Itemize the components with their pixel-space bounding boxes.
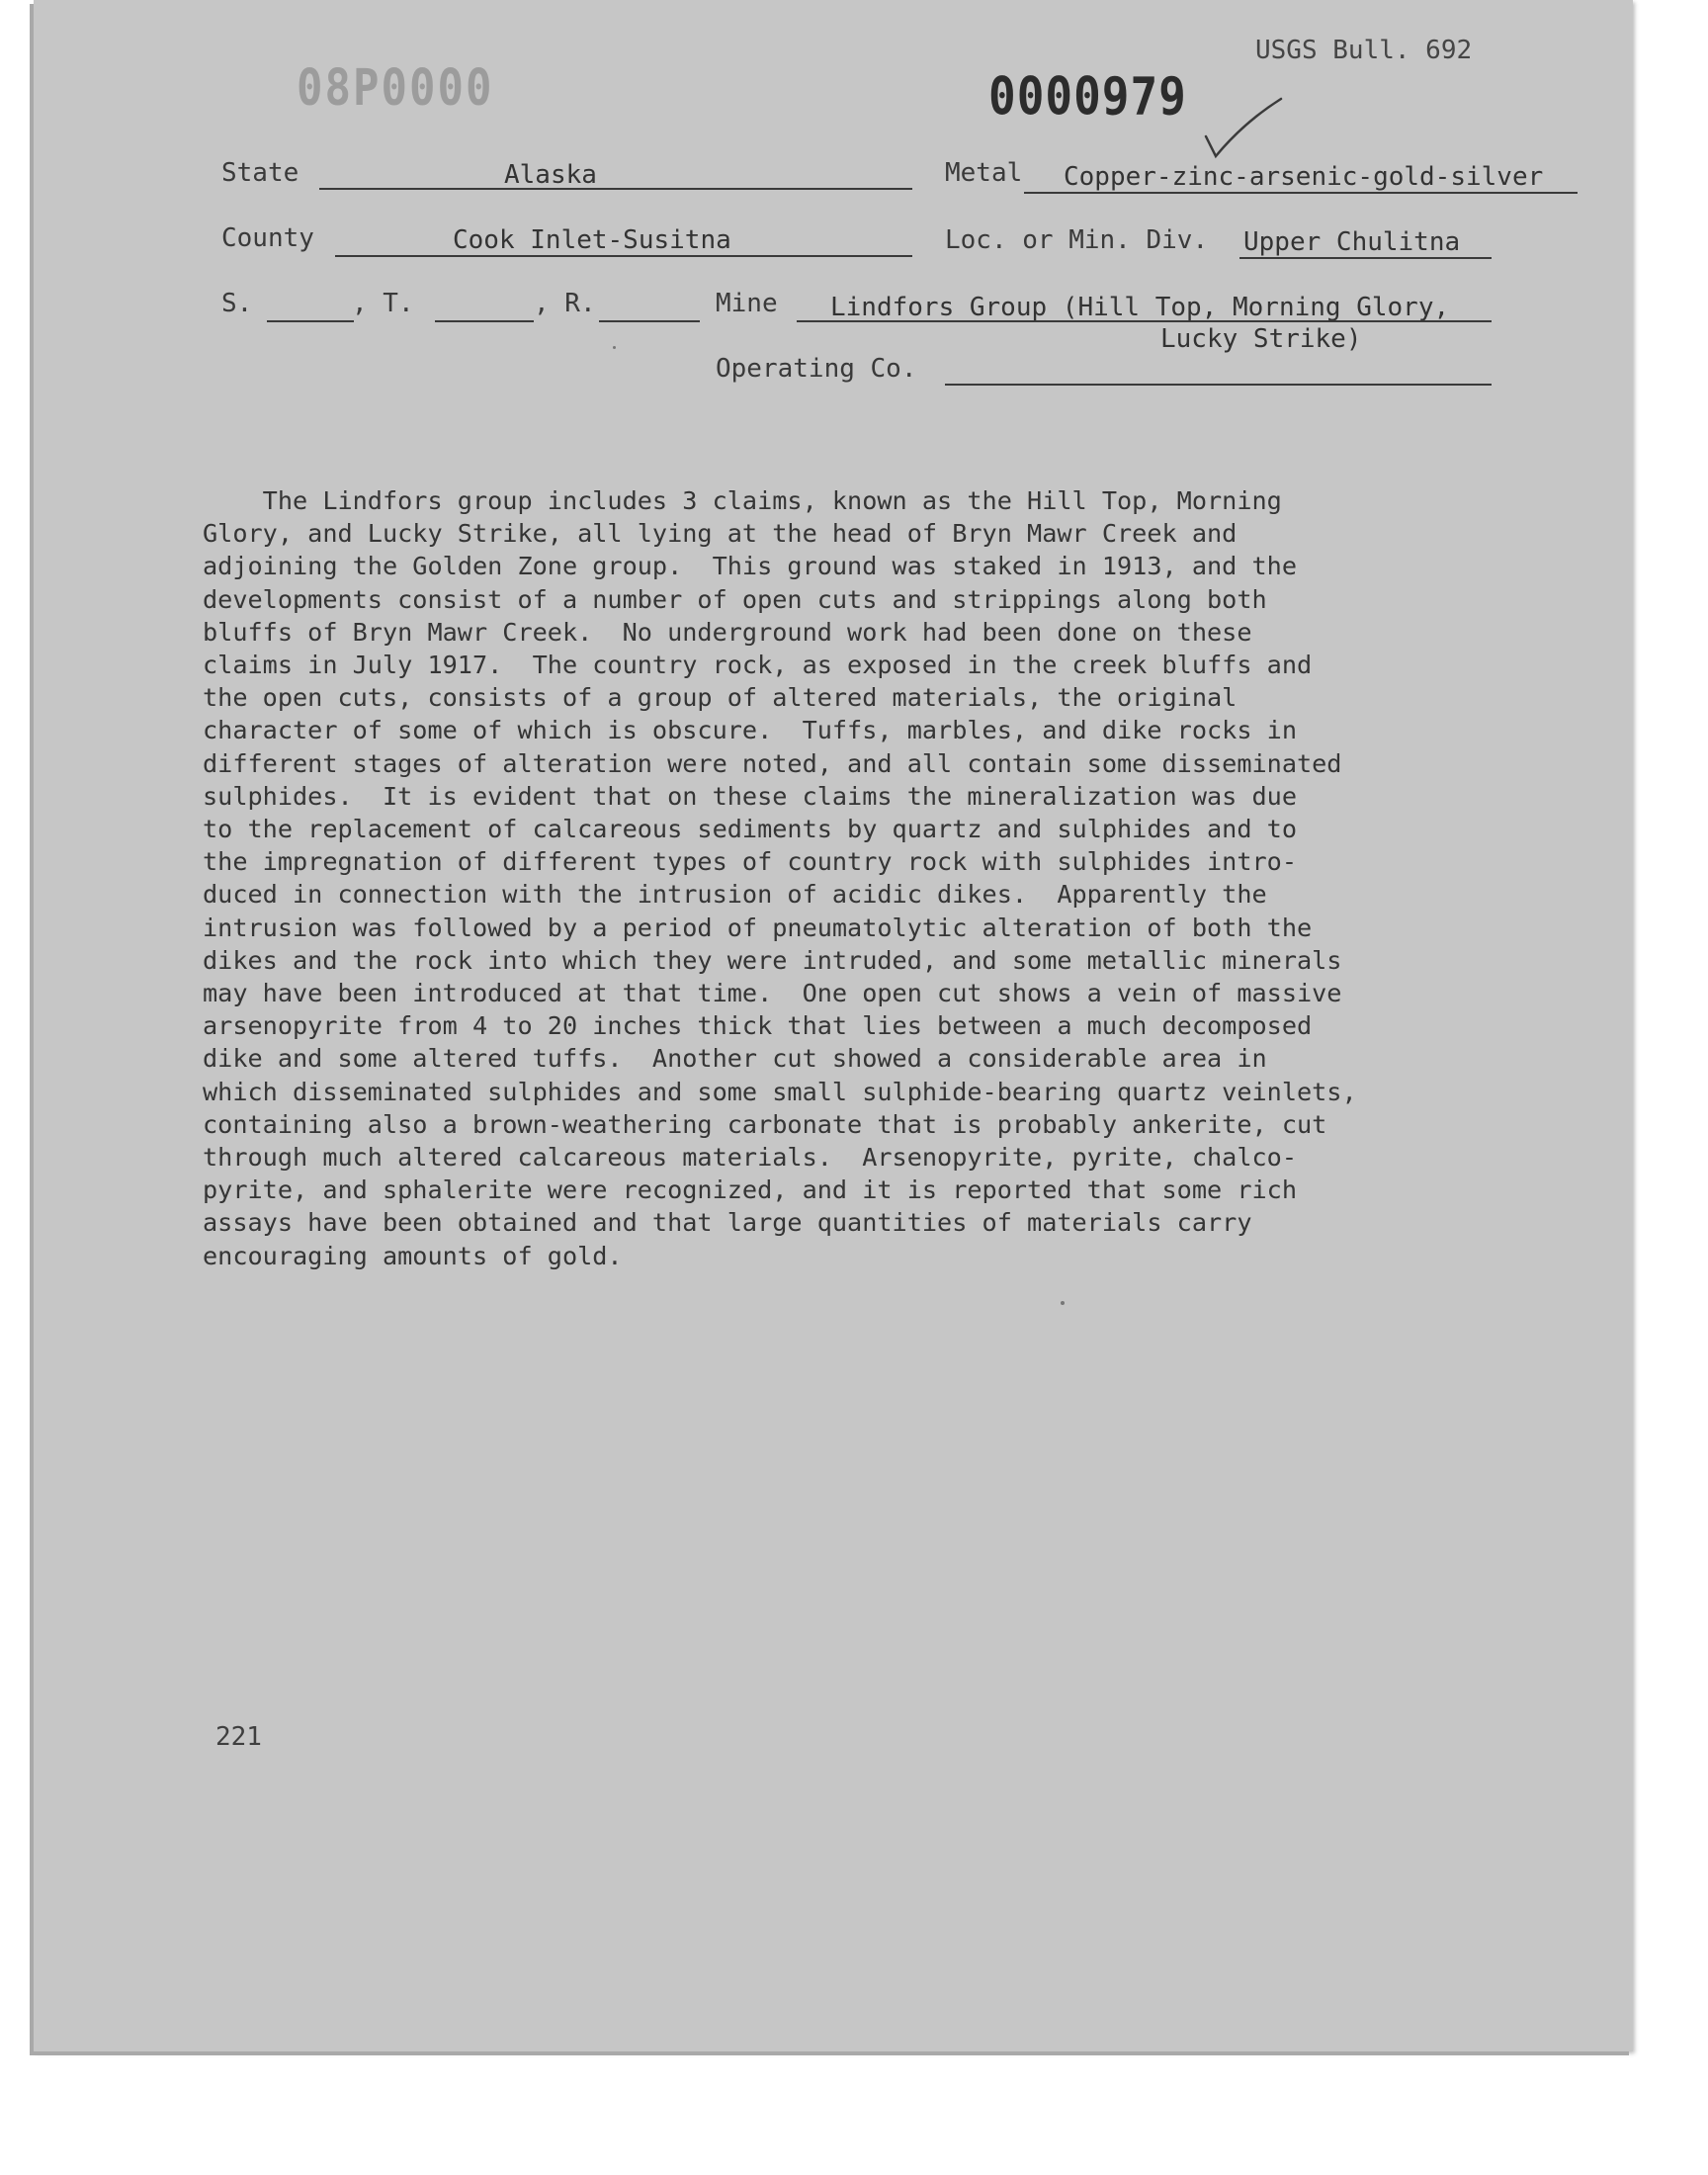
description-paragraph: The Lindfors group includes 3 claims, known as the Hill Top, Morning Glory, and Lucky Strike, all lying at the head of Bryn Mawr Creek and adjoining the Golden Zone group. This ground was staked in 1913, and the developments consist of a number of open cuts and strippings along both bluffs of Bryn Mawr Creek. No underground work had been done on these claims in July 1917. The country rock, as exposed in the creek bluffs and the open cuts, consists of a group of altered materials, the original character of some of which is obscure. Tuffs, marbles, and dike rocks in different stages of alteration were noted, and all contain some disseminated sulphides. It is evident that on these claims the mineralization was due to the replacement of calcareous sediments by quartz and sulphides and to the impregnation of different types of country rock with sulphides intro- duced in connection with the intrusion of acidic dikes. Apparently the intrusion was followed by a period of pneumatolytic alteration of both the dikes and the rock into which they were intruded, and some metallic minerals may have been introduced at that time. One open cut shows a vein of massive arsenopyrite from 4 to 20 inches thick that lies between a much decomposed dike and some altered tuffs. Another cut showed a considerable area in which disseminated sulphides and some small sulphide-bearing quartz veinlets, containing also a brown-weathering carbonate that is probably ankerite, cut through much altered calcareous materials. Arsenopyrite, pyrite, chalco- pyrite, and sphalerite were recognized, and it is reported that some rich assays have been obtained and that large quantities of materials carry encouraging amounts of gold. [203,486,1357,1270]
metal-underline [1024,192,1578,194]
scan-speck [1061,1301,1065,1305]
county-value: Cook Inlet-Susitna [453,225,731,255]
faint-stamp-number: 08P0000 [297,59,494,118]
metal-value: Copper-zinc-arsenic-gold-silver [1064,162,1544,192]
page-number: 221 [215,1722,262,1752]
county-label: County [221,223,314,253]
metal-label: Metal [945,158,1023,188]
section-underline [267,320,354,322]
range-label: , R. [534,289,596,318]
operating-company-underline [945,384,1492,386]
scan-speck [613,346,616,349]
document-stamp-number: 0000979 [988,64,1187,128]
county-underline [335,255,912,257]
operating-company-label: Operating Co. [716,354,917,384]
mine-underline [797,320,1492,322]
range-underline [599,320,700,322]
mine-value-line1: Lindfors Group (Hill Top, Morning Glory, [830,293,1450,322]
state-label: State [221,158,299,188]
section-label: S. [221,289,253,318]
bulletin-reference: USGS Bull. 692 [1255,36,1473,65]
mine-value-line2: Lucky Strike) [1160,324,1362,354]
locdiv-label: Loc. or Min. Div. [945,225,1209,255]
state-value: Alaska [504,160,597,190]
township-label: , T. [352,289,414,318]
township-underline [435,320,534,322]
checkmark-icon [1204,95,1283,166]
state-underline [319,188,912,190]
locdiv-underline [1239,257,1492,259]
mine-label: Mine [716,289,778,318]
locdiv-value: Upper Chulitna [1243,227,1461,257]
